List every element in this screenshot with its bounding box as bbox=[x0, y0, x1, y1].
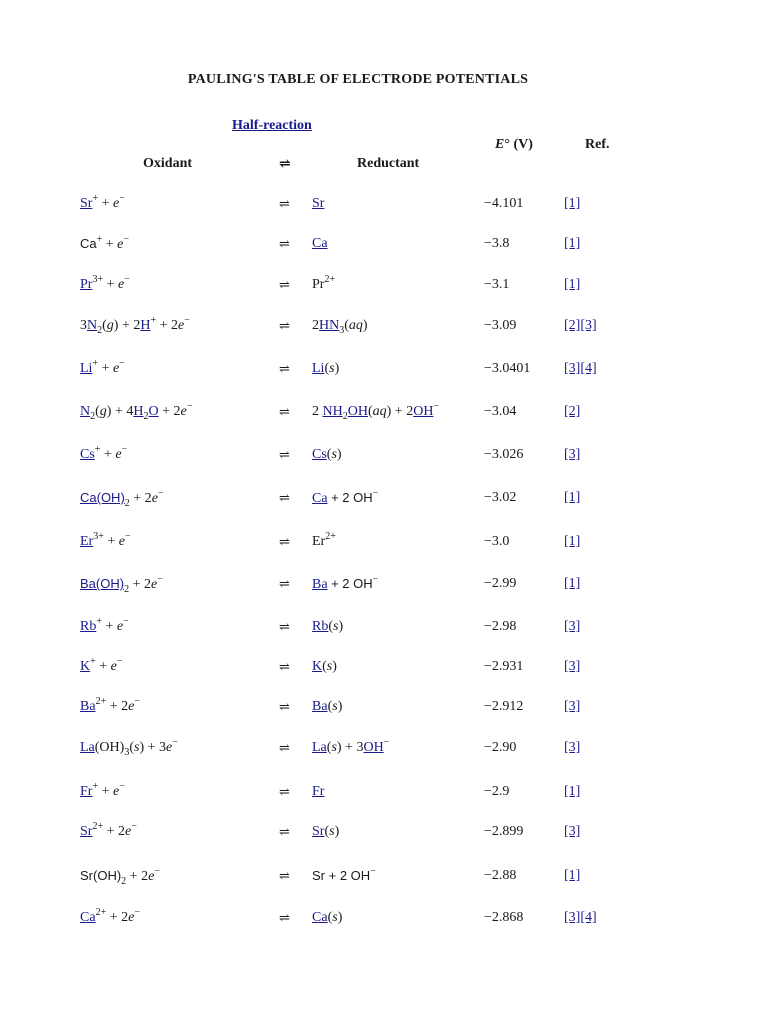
ref-link[interactable]: [1] bbox=[564, 196, 581, 211]
potential-value: −3.1 bbox=[484, 277, 510, 292]
ref-link[interactable]: [3] bbox=[564, 447, 581, 462]
reductant-column-header: Reductant bbox=[357, 156, 420, 171]
potential-value: −2.868 bbox=[484, 910, 524, 925]
table-row bbox=[0, 440, 768, 470]
oxidant-cell: $La(OH)_3(s) + 3e^-$ bbox=[80, 737, 178, 758]
ref-link[interactable]: [2] bbox=[564, 404, 581, 419]
half-reaction-link[interactable]: Half-reaction bbox=[232, 118, 312, 133]
table-row bbox=[0, 733, 768, 763]
equilibrium-arrow-icon: ⇌ bbox=[279, 447, 290, 462]
equilibrium-arrow-icon: ⇌ bbox=[279, 824, 290, 839]
potential-value: −3.0401 bbox=[484, 361, 531, 376]
e-unit: ° (V) bbox=[504, 137, 533, 152]
ref-link[interactable]: [1] bbox=[564, 576, 581, 591]
potential-value: −3.09 bbox=[484, 318, 517, 333]
oxidant-cell: $Ca(OH)_2 + 2e^-$ bbox=[80, 488, 164, 509]
oxidant-cell: Rb+ + e− bbox=[80, 616, 129, 634]
equilibrium-arrow-icon: ⇌ bbox=[279, 490, 290, 505]
reductant-cell[interactable]: Cs(s) bbox=[312, 447, 342, 462]
ref-link[interactable]: [1] bbox=[564, 784, 581, 799]
reductant-cell[interactable]: Sr bbox=[312, 196, 325, 211]
ref-link[interactable]: [1] bbox=[564, 277, 581, 292]
reductant-cell[interactable]: 2 $NH_2OH(aq) + 2OH^-$ bbox=[312, 401, 440, 422]
potential-value: −3.8 bbox=[484, 236, 510, 251]
oxidant-cell: $Sr(OH)_2 + 2e^-$ bbox=[80, 866, 160, 887]
equilibrium-arrow-icon: ⇌ bbox=[279, 277, 290, 292]
reductant-cell[interactable]: Sr(s) bbox=[312, 824, 340, 839]
equilibrium-arrow-header: ⇌ bbox=[279, 157, 291, 172]
ref-link[interactable]: [1] bbox=[564, 490, 581, 505]
reductant-cell[interactable]: Ca(s) bbox=[312, 910, 343, 925]
table-row bbox=[0, 229, 768, 259]
reductant-cell[interactable]: Ca bbox=[312, 236, 328, 251]
oxidant-cell: $3N_2(g) + 2H^+ + 2e^-$ bbox=[80, 315, 190, 336]
ref-link[interactable]: [3][4] bbox=[564, 361, 597, 376]
equilibrium-arrow-icon: ⇌ bbox=[279, 318, 290, 333]
oxidant-cell: Cs+ + e− bbox=[80, 444, 128, 462]
table-row bbox=[0, 569, 768, 599]
potential-value: −2.98 bbox=[484, 619, 517, 634]
ref-link[interactable]: [3] bbox=[564, 619, 581, 634]
potential-value: −2.931 bbox=[484, 659, 524, 674]
ref-link[interactable]: [1] bbox=[564, 236, 581, 251]
potential-value: −2.90 bbox=[484, 740, 517, 755]
reductant-cell[interactable]: Ba(s) bbox=[312, 699, 343, 714]
potential-value: −2.99 bbox=[484, 576, 517, 591]
oxidant-column-header: Oxidant bbox=[143, 156, 193, 171]
reductant-cell[interactable]: Li(s) bbox=[312, 361, 340, 376]
ref-link[interactable]: [2][3] bbox=[564, 318, 597, 333]
table-row bbox=[0, 527, 768, 557]
e-symbol: E bbox=[495, 137, 505, 152]
equilibrium-arrow-icon: ⇌ bbox=[279, 196, 290, 211]
oxidant-cell: $Sr^{2+} + 2e^-$ bbox=[80, 821, 137, 839]
equilibrium-arrow-icon: ⇌ bbox=[279, 784, 290, 799]
oxidant-cell: $Ba^{2+} + 2e^-$ bbox=[80, 696, 140, 714]
oxidant-cell: Ca+ + e− bbox=[80, 234, 130, 252]
reductant-cell[interactable]: Ca + 2 OH− bbox=[312, 488, 379, 506]
oxidant-cell: $Er^{3+} + e^-$ bbox=[80, 531, 131, 549]
equilibrium-arrow-icon: ⇌ bbox=[279, 699, 290, 714]
reductant-cell[interactable]: K(s) bbox=[312, 659, 337, 674]
page-title: PAULING'S TABLE OF ELECTRODE POTENTIALS bbox=[187, 72, 529, 87]
table-row bbox=[0, 817, 768, 847]
oxidant-cell: Fr+ + e− bbox=[80, 781, 125, 799]
equilibrium-arrow-icon: ⇌ bbox=[279, 659, 290, 674]
reductant-cell[interactable]: Fr bbox=[312, 784, 325, 799]
table-row bbox=[0, 777, 768, 807]
ref-link[interactable]: [3] bbox=[564, 824, 581, 839]
oxidant-cell: Sr+ + e− bbox=[80, 193, 125, 211]
table-row bbox=[0, 311, 768, 341]
reductant-cell: $Er^{2+}$ bbox=[312, 531, 336, 549]
table-row bbox=[0, 861, 768, 891]
potential-value: −3.04 bbox=[484, 404, 517, 419]
equilibrium-arrow-icon: ⇌ bbox=[279, 534, 290, 549]
equilibrium-arrow-icon: ⇌ bbox=[279, 619, 290, 634]
reductant-cell[interactable]: Rb(s) bbox=[312, 619, 344, 634]
ref-link[interactable]: [3] bbox=[564, 699, 581, 714]
reductant-cell[interactable]: La(s) + 3OH− bbox=[312, 737, 390, 755]
table-row bbox=[0, 483, 768, 513]
oxidant-cell: $Ba(OH)_2 + 2e^-$ bbox=[80, 574, 163, 595]
table-row bbox=[0, 692, 768, 722]
potential-value: −2.912 bbox=[484, 699, 524, 714]
potential-value: −3.0 bbox=[484, 534, 510, 549]
potential-value: −4.101 bbox=[484, 196, 524, 211]
equilibrium-arrow-icon: ⇌ bbox=[279, 404, 290, 419]
ref-link[interactable]: [3] bbox=[564, 740, 581, 755]
ref-column-header: Ref. bbox=[585, 137, 610, 152]
ref-link[interactable]: [3][4] bbox=[564, 910, 597, 925]
equilibrium-arrow-icon: ⇌ bbox=[279, 910, 290, 925]
oxidant-cell: $Ca^{2+} + 2e^-$ bbox=[80, 907, 140, 925]
equilibrium-arrow-icon: ⇌ bbox=[279, 576, 290, 591]
reductant-cell[interactable]: Ba + 2 OH− bbox=[312, 574, 379, 592]
oxidant-cell: $N_2(g) + 4H_2O + 2e^-$ bbox=[80, 401, 193, 422]
potential-value: −2.88 bbox=[484, 868, 517, 883]
ref-link[interactable]: [1] bbox=[564, 534, 581, 549]
potential-value: −2.899 bbox=[484, 824, 524, 839]
ref-link[interactable]: [3] bbox=[564, 659, 581, 674]
table-row bbox=[0, 652, 768, 682]
table-row bbox=[0, 903, 768, 933]
equilibrium-arrow-icon: ⇌ bbox=[279, 868, 290, 883]
ref-link[interactable]: [1] bbox=[564, 868, 581, 883]
potential-value: −3.02 bbox=[484, 490, 517, 505]
equilibrium-arrow-icon: ⇌ bbox=[279, 361, 290, 376]
reductant-cell[interactable]: $2HN_3(aq)$ bbox=[312, 318, 368, 336]
potential-column-header bbox=[495, 137, 533, 153]
equilibrium-arrow-icon: ⇌ bbox=[279, 236, 290, 251]
potential-value: −3.026 bbox=[484, 447, 524, 462]
table-row bbox=[0, 612, 768, 642]
table-row bbox=[0, 354, 768, 384]
potential-value: −2.9 bbox=[484, 784, 510, 799]
oxidant-cell: K+ + e− bbox=[80, 656, 123, 674]
oxidant-cell: $Pr^{3+} + e^-$ bbox=[80, 274, 130, 292]
table-row bbox=[0, 189, 768, 219]
reductant-cell: $Pr^{2+}$ bbox=[312, 274, 336, 292]
oxidant-cell: Li+ + e− bbox=[80, 358, 125, 376]
table-row bbox=[0, 397, 768, 427]
reductant-cell: Sr + 2 OH− bbox=[312, 866, 376, 883]
table-row bbox=[0, 270, 768, 300]
equilibrium-arrow-icon: ⇌ bbox=[279, 740, 290, 755]
